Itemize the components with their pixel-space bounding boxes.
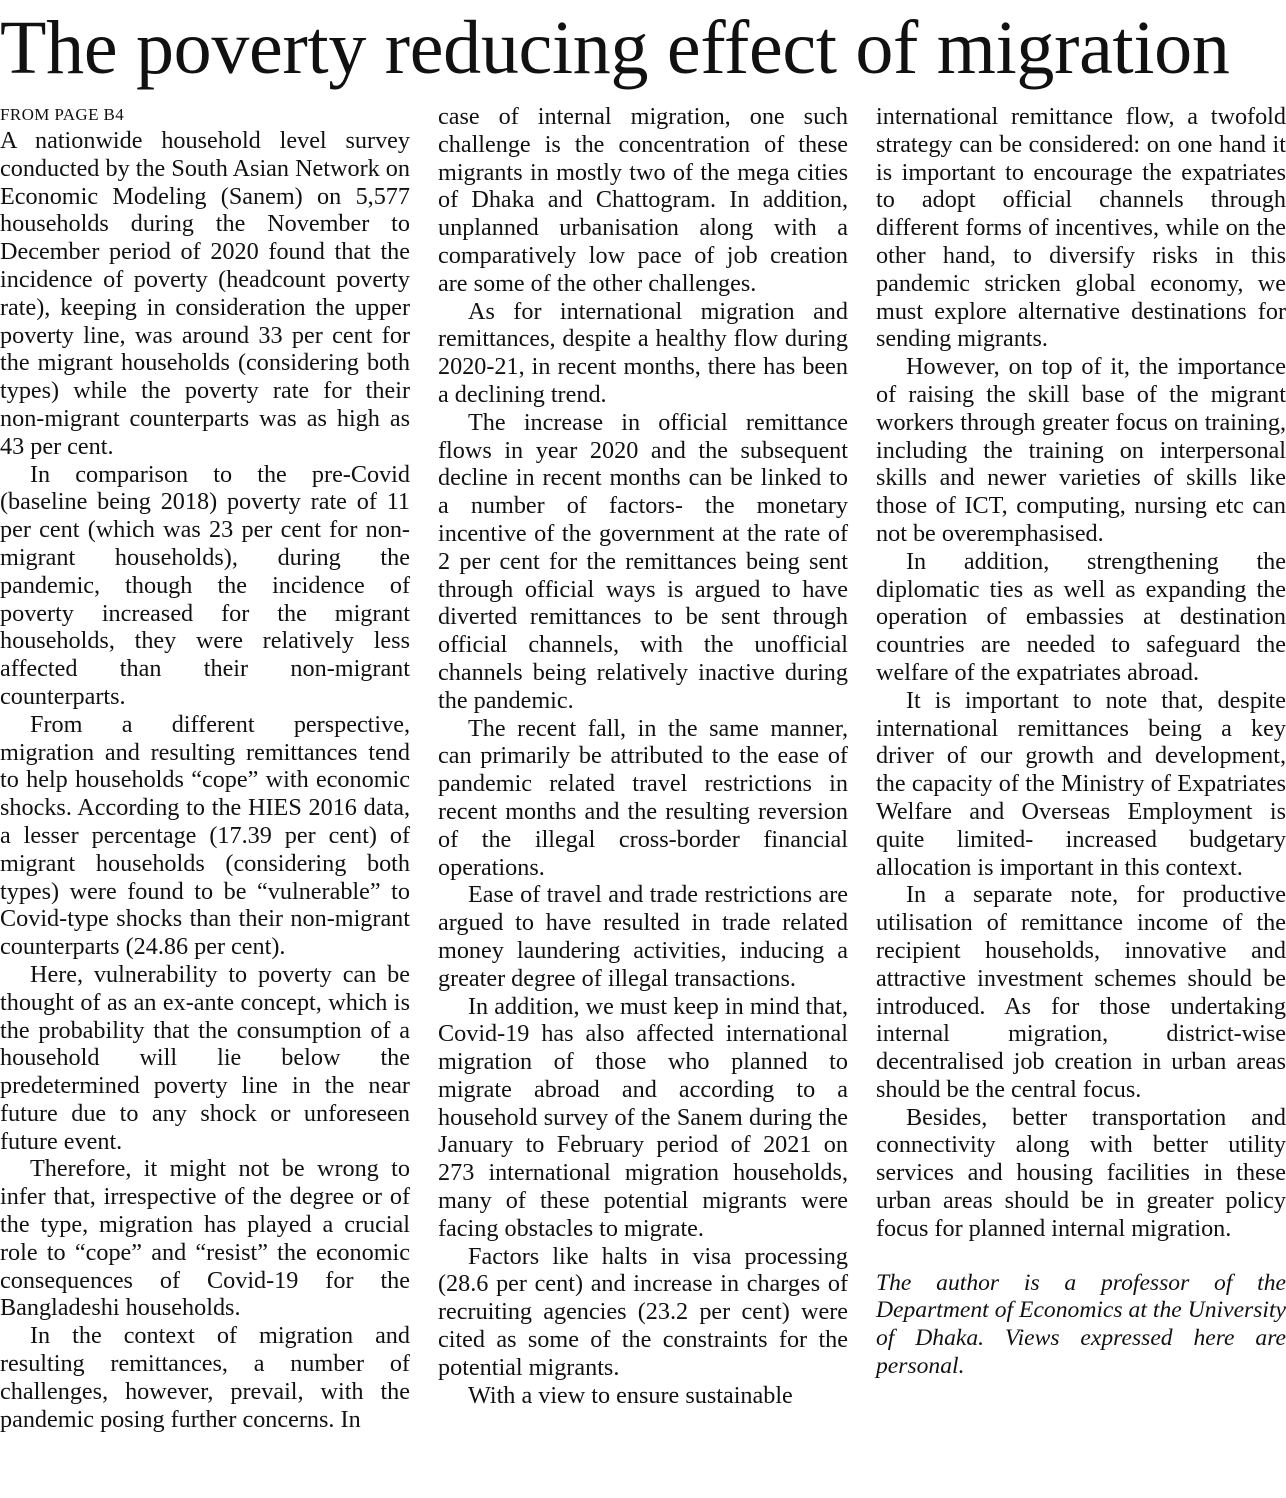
paragraph: In comparison to the pre-Covid (baseline being 2018) poverty rate of 11 per cent (which was 23 per cent for non-migrant households), during the pandemic, though the incidence of poverty increased for the migrant households, they were relatively less affected than their non-migrant counterparts. [0,460,410,710]
article-column-1 [0,103,410,1433]
paragraph: With a view to ensure sustainable [468,1381,793,1409]
paragraph: In addition, strengthening the diplomatic ties as well as expanding the operation of embassies at destination countries are needed to safeguard the welfare of the expatriates abroad. [876,547,1286,686]
paragraph: In the context of migration and resulting remittances, a number of challenges, however, prevail, with the pandemic posing further concerns. In [0,1322,410,1433]
paragraph: case of internal migration, one such challenge is the concentration of these migrants in mostly two of the mega cities of Dhaka and Chattogram. In addition, unplanned urbanisation along with a comparatively low pace of job creation are some of the other challenges. [438,103,848,297]
continued-from-label: FROM PAGE B4 [0,105,125,124]
paragraph: Ease of travel and trade restrictions are argued to have resulted in trade related money laundering activities, inducing a greater degree of illegal transactions. [438,881,848,992]
headline: The poverty reducing effect of migration [0,6,1230,90]
paragraph: In a separate note, for productive utilisation of remittance income of the recipient households, innovative and attractive investment schemes should be introduced. As for those undertaking internal migration, district-wise decentralised job creation in urban areas should be the central focus. [876,881,1286,1103]
paragraph: international remittance flow, a twofold strategy can be considered: on one hand it is important to encourage the expatriates to adopt official channels through different forms of incentives, while on the other hand, to diversify risks in this pandemic stricken global economy, we must explore alternative destinations for sending migrants. [876,103,1286,353]
paragraph: Besides, better transportation and connectivity along with better utility services and housing facilities in these urban areas should be in greater policy focus for planned internal migration. [876,1103,1286,1242]
paragraph: It is important to note that, despite international remittances being a key driver of our growth and development, the capacity of the Ministry of Expatriates Welfare and Overseas Employment is quite limited- increased budgetary allocation is important in this context. [876,686,1286,881]
article-column-2 [438,103,848,1409]
article-column-3 [876,103,1286,1381]
paragraph: Therefore, it might not be wrong to infer that, irrespective of the degree or of the type, migration has played a crucial role to “cope” and “resist” the economic consequences of Covid-19 for the Bangladeshi households. [0,1155,410,1322]
paragraph: The recent fall, in the same manner, can primarily be attributed to the ease of pandemic related travel restrictions in recent months and the resulting reversion of the illegal cross-border financial operations. [438,714,848,881]
paragraph: The increase in official remittance flows in year 2020 and the subsequent decline in recent months can be linked to a number of factors- the monetary incentive of the government at the rate of 2 per cent for the remittances being sent through official ways is argued to have diverted remittances to be sent through official channels, with the unofficial channels being relatively inactive during the pandemic. [438,408,848,714]
paragraph: In addition, we must keep in mind that, Covid-19 has also affected international migration of those who planned to migrate abroad and according to a household survey of the Sanem during the January to February period of 2021 on 273 international migration households, many of these potential migrants were facing obstacles to migrate. [438,992,848,1242]
paragraph: As for international migration and remittances, despite a healthy flow during 2020-21, in recent months, there has been a declining trend. [438,297,848,408]
paragraph: From a different perspective, migration and resulting remittances tend to help households “cope” with economic shocks. According to the HIES 2016 data, a lesser percentage (17.39 per cent) of migrant households (considering both types) were found to be “vulnerable” to Covid-type shocks than their non-migrant counterparts (24.86 per cent). [0,710,410,961]
paragraph: A nationwide household level survey conducted by the South Asian Network on Economic Modeling (Sanem) on 5,577 households during the November to December period of 2020 found that the incidence of poverty (headcount poverty rate), keeping in consideration the upper poverty line, was around 33 per cent for the migrant households (considering both types) while the poverty rate for their non-migrant counterparts was as high as 43 per cent. [0,127,410,460]
paragraph: Factors like halts in visa processing (28.6 per cent) and increase in charges of recruiting agencies (23.2 per cent) were cited as some of the constraints for the potential migrants. [438,1242,848,1381]
author-note: The author is a professor of the Department of Economics at the University of Dhaka. Views expressed here are personal. [876,1269,1286,1380]
paragraph: However, on top of it, the importance of raising the skill base of the migrant workers through greater focus on training, including the training on interpersonal skills and newer varieties of skills like those of ICT, computing, nursing etc can not be overemphasised. [876,353,1286,547]
paragraph: Here, vulnerability to poverty can be thought of as an ex-ante concept, which is the probability that the consumption of a household will lie below the predetermined poverty line in the near future due to any shock or unforeseen future event. [0,960,410,1155]
